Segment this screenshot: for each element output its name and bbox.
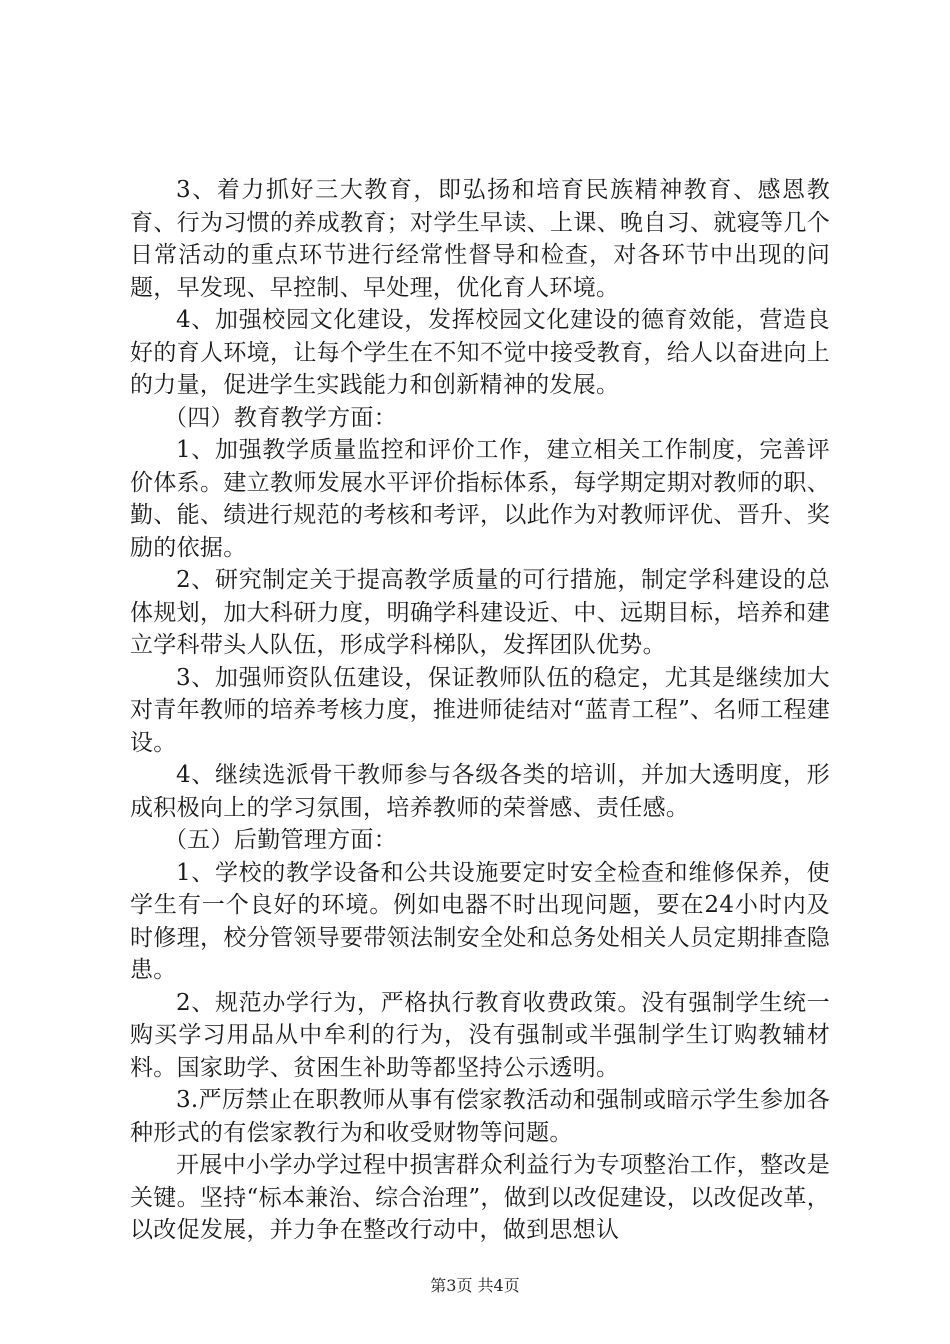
paragraph-teacher-team: 3、加强师资队伍建设，保证教师队伍的稳定，尤其是继续加大对青年教师的培养考核力度，推进师徒结对“蓝青工程”、名师工程建设。 [130, 664, 830, 756]
page-number-footer: 第3页 共4页 [430, 1276, 520, 1295]
section-heading-teaching: （四）教育教学方面： [164, 404, 397, 431]
paragraph-campus-culture: 4、加强校园文化建设，发挥校园文化建设的德育效能，营造良好的育人环境，让每个学生在不知不觉中接受教育，给人以奋进向上的力量，促进学生实践能力和创新精神的发展。 [130, 307, 830, 398]
paragraph-paid-tutoring-ban: 3.严厉禁止在职教师从事有偿家教活动和强制或暗示学生参加各种形式的有偿家教行为和收受财物等问题。 [130, 1087, 830, 1146]
paragraph-fee-policy: 2、规范办学行为，严格执行教育收费政策。没有强制学生统一购买学习用品从中牟利的行为，没有强制或半强制学生订购教辅材料。国家助学、贫困生补助等都坚持公示透明。 [130, 989, 830, 1081]
document-body [130, 174, 830, 1247]
paragraph-teacher-training: 4、继续选派骨干教师参与各级各类的培训，并加大透明度，形成积极向上的学习氛围，培养教师的荣誉感、责任感。 [130, 762, 830, 821]
paragraph-moral-education-three: 3、着力抓好三大教育，即弘扬和培育民族精神教育、感恩教育、行为习惯的养成教育；对学生早读、上课、晚自习、就寝等几个日常活动的重点环节进行经常性督导和检查，对各环节中出现的问题，早发现、早控制、早处理，优化育人环境。 [130, 177, 830, 301]
paragraph-facility-maintenance: 1、学校的教学设备和公共设施要定时安全检查和维修保养，使学生有一个良好的环境。例如电器不时出现问题，要在24小时内及时修理，校分管领导要带领法制安全处和总务处相关人员定期排查隐患。 [130, 859, 830, 983]
paragraph-teaching-quality-monitoring: 1、加强教学质量监控和评价工作，建立相关工作制度，完善评价体系。建立教师发展水平评价指标体系，每学期定期对教师的职、勤、能、绩进行规范的考核和考评，以此作为对教师评优、晋升、奖励的依据。 [130, 437, 830, 561]
paragraph-rectification: 开展中小学办学过程中损害群众利益行为专项整治工作，整改是关键。坚持“标本兼治、综合治理”，做到以改促建设，以改促改革，以改促发展，并力争在整改行动中，做到思想认 [130, 1152, 830, 1243]
paragraph-teaching-measures: 2、研究制定关于提高教学质量的可行措施，制定学科建设的总体规划，加大科研力度，明确学科建设近、中、远期目标，培养和建立学科带头人队伍，形成学科梯队，发挥团队优势。 [130, 567, 830, 658]
section-heading-logistics: （五）后勤管理方面： [164, 827, 397, 853]
